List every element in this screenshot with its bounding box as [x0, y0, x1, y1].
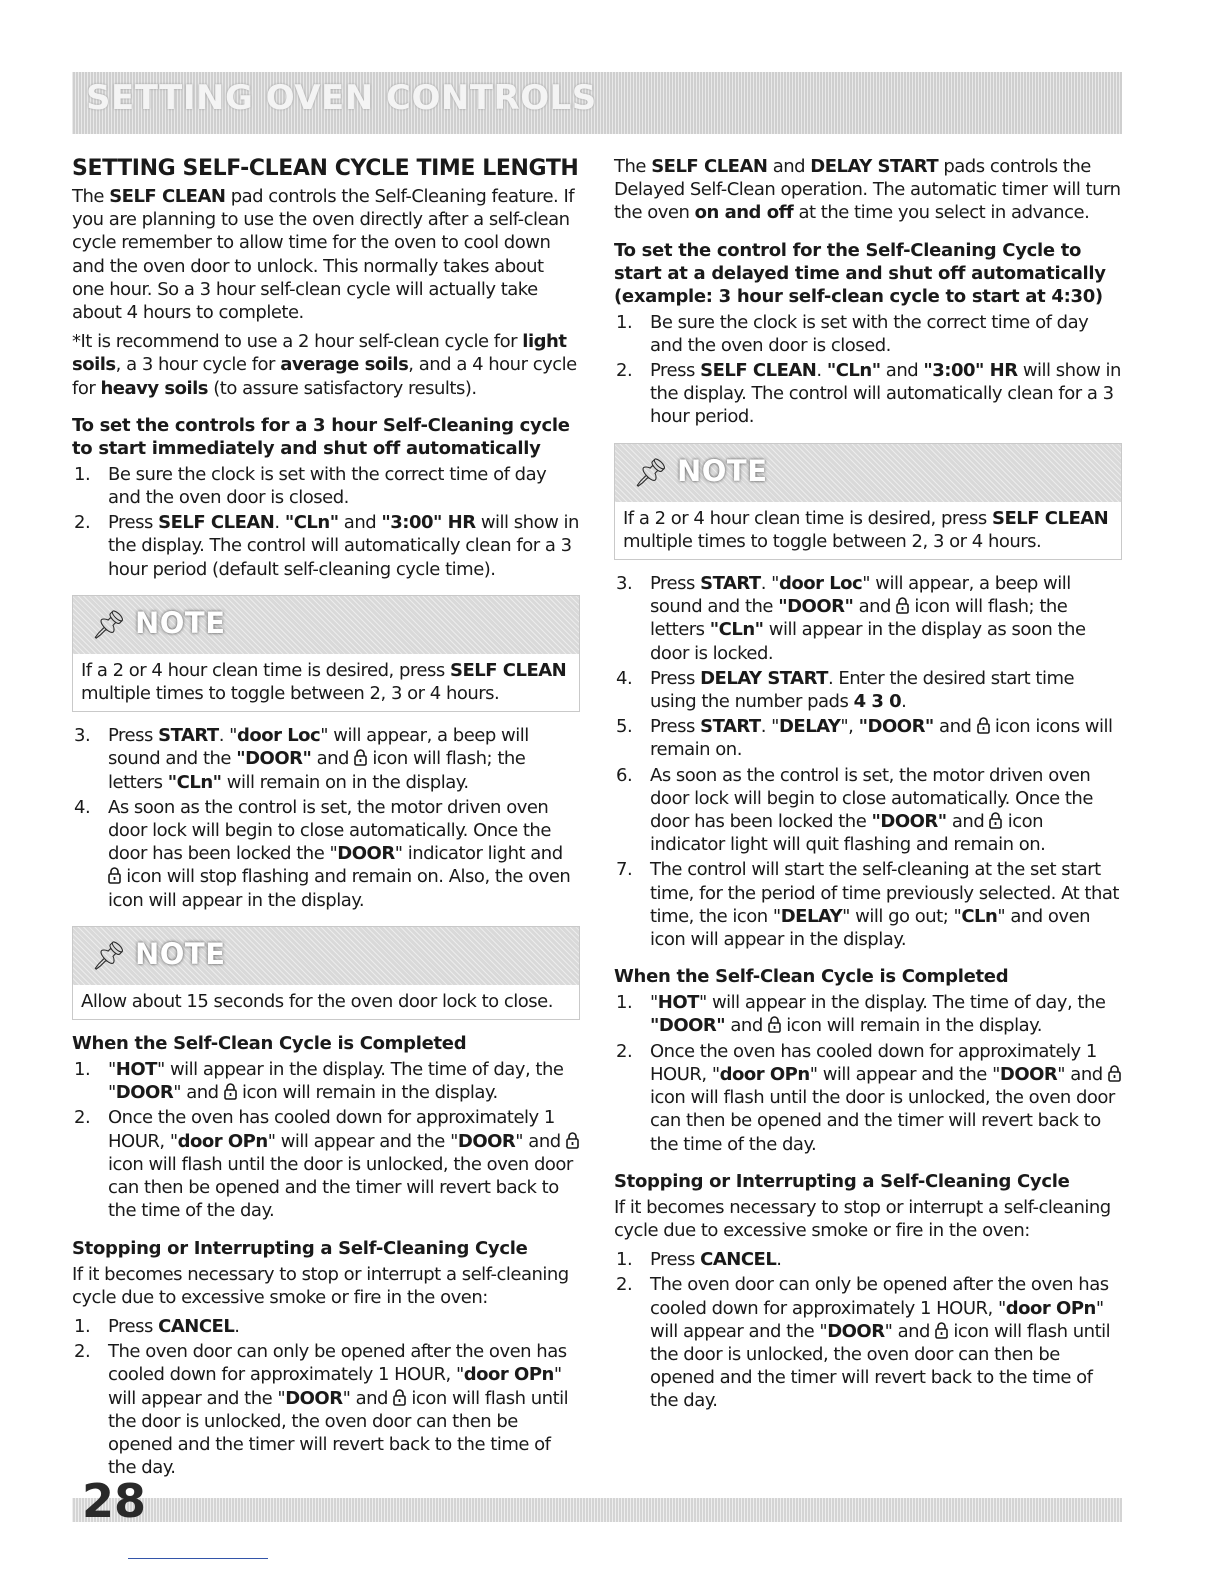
note-body: [73, 654, 579, 711]
step-number: 1.: [616, 992, 633, 1014]
note-title: NOTE: [135, 936, 226, 971]
emphasis: SELF CLEAN: [991, 507, 1109, 529]
page-heading: SETTING SELF-CLEAN CYCLE TIME LENGTH: [72, 156, 579, 181]
note-text: If a 2 or 4 hour clean time is desired, press SELF CLEAN multiple times to toggle between 2, 3 or 4 hours.: [81, 659, 567, 705]
subheading-immediate: To set the controls for a 3 hour Self-Cleaning cycle to start immediately and shut off automatically: [72, 414, 570, 459]
list-item: 1. Press CANCEL.: [74, 1315, 240, 1337]
list-item: 2. The oven door can only be opened after the oven has cooled down for approximately 1 HOUR, "door OPn" will appear and the "DOOR" and icon will flash until the door is unlocked, the oven door can then be opened and the timer will revert back to the time of the day.: [74, 1341, 569, 1479]
step-number: 5.: [616, 716, 633, 738]
emphasis: SELF CLEAN: [109, 186, 226, 207]
paragraph: The SELF CLEAN pad controls the Self-Cleaning feature. If you are planning to use the oven directly after a self-clean cycle remember to allow time for the oven to cool down and the oven door to unlock. This normally takes about one hour. So a 3 hour self-clean cycle will actually take about 4 hours to complete.: [72, 186, 575, 324]
section-banner: [72, 72, 1122, 134]
emphasis: heavy soils: [100, 377, 209, 399]
steps-list: [614, 991, 1122, 1155]
emphasis: "DOOR": [858, 716, 934, 738]
lock-icon: [224, 1081, 237, 1104]
step-number: 4.: [616, 667, 633, 689]
emphasis: "CLn": [709, 619, 764, 641]
note-body: [73, 985, 579, 1019]
lock-icon: [989, 810, 1002, 833]
emphasis: DELAY START: [810, 156, 939, 177]
lock-icon: [935, 1320, 948, 1343]
emphasis: "CLn": [167, 771, 222, 793]
list-item: 3. Press START. "door Loc" will appear, a beep will sound and the "DOOR" and icon will flash; the letters "CLn" will appear in the display as soon the door is locked.: [616, 573, 1086, 664]
note-box: [72, 595, 580, 712]
emphasis: light soils: [72, 331, 567, 376]
lock-icon: [1108, 1063, 1121, 1086]
paragraph: *It is recommend to use a 2 hour self-clean cycle for light soils, a 3 hour cycle for average soils, and a 4 hour cycle for heavy soils (to assure satisfactory results).: [72, 331, 577, 399]
step-number: 4.: [74, 796, 91, 818]
left-column: [72, 155, 580, 1485]
step-number: 3.: [616, 573, 633, 595]
emphasis: door Loc: [778, 573, 863, 595]
steps-list: [72, 1058, 580, 1222]
lock-icon: [354, 747, 367, 770]
emphasis: on and off: [694, 202, 794, 224]
lock-icon: [108, 865, 121, 888]
emphasis: "DOOR": [778, 596, 854, 618]
note-title: NOTE: [135, 605, 226, 640]
emphasis: door OPn: [1005, 1297, 1096, 1319]
list-item: 2. Once the oven has cooled down for approximately 1 HOUR, "door OPn" will appear and the "DOOR" and icon will flash until the door is unlocked, the oven door can then be opened and the timer will revert back to the time of the day.: [72, 1106, 580, 1222]
emphasis: START: [700, 573, 761, 595]
note-header: [73, 927, 579, 985]
lock-icon: [566, 1130, 579, 1153]
emphasis: "3:00" HR: [381, 512, 476, 534]
lock-icon: [768, 1014, 781, 1037]
note-text: If a 2 or 4 hour clean time is desired, press SELF CLEAN multiple times to toggle between 2, 3 or 4 hours.: [623, 507, 1109, 552]
step-number: 7.: [616, 859, 633, 881]
pushpin-icon: 📌︎: [91, 607, 127, 641]
step-number: 2.: [74, 1341, 91, 1363]
steps-list: [72, 463, 580, 581]
step-number: 2.: [74, 512, 91, 534]
emphasis: CANCEL: [158, 1315, 235, 1337]
emphasis: DOOR: [115, 1082, 174, 1104]
emphasis: SELF CLEAN: [158, 512, 275, 534]
lock-icon: [896, 595, 909, 618]
steps-list: [72, 724, 580, 912]
emphasis: door OPn: [177, 1130, 268, 1152]
step-number: 2.: [616, 1040, 633, 1062]
step-number: 2.: [616, 1274, 633, 1296]
subheading-stopping: Stopping or Interrupting a Self-Cleaning Cycle: [614, 1170, 1070, 1192]
steps-list: [72, 1315, 580, 1479]
emphasis: SELF CLEAN: [651, 156, 768, 177]
step-number: 2.: [616, 360, 633, 382]
right-column: [614, 155, 1122, 1419]
paragraph: If it becomes necessary to stop or interrupt a self-cleaning cycle due to excessive smoke or fire in the oven:: [72, 1263, 569, 1308]
steps-list: [614, 1248, 1122, 1412]
note-box: [72, 926, 580, 1020]
emphasis: "DOOR": [650, 1015, 726, 1037]
emphasis: DOOR: [337, 843, 395, 865]
emphasis: DOOR: [285, 1387, 343, 1409]
note-box: [614, 443, 1122, 560]
divider: [128, 1558, 268, 1559]
subheading-completed: When the Self-Clean Cycle is Completed: [614, 966, 1009, 988]
list-item: 7. The control will start the self-cleaning at the set start time, for the period of time previously selected. At that time, the icon "DELAY" will go out; "CLn" and oven icon will appear in the display.: [616, 859, 1119, 951]
steps-list: [614, 311, 1122, 429]
list-item: 6. As soon as the control is set, the motor driven oven door lock will begin to close automatically. Once the door has been locked the "DOOR" and icon indicator light will quit flashing and remain on.: [616, 764, 1093, 856]
step-number: 6.: [616, 764, 633, 786]
list-item: 1. Be sure the clock is set with the correct time of day and the oven door is closed.: [74, 463, 547, 509]
paragraph: If it becomes necessary to stop or interrupt a self-cleaning cycle due to excessive smoke or fire in the oven:: [614, 1196, 1111, 1241]
lock-icon: [393, 1387, 406, 1410]
emphasis: door Loc: [236, 725, 321, 747]
emphasis: START: [158, 725, 219, 747]
page-number: 28: [82, 1474, 147, 1528]
emphasis: DELAY: [778, 716, 841, 738]
list-item: 4. As soon as the control is set, the motor driven oven door lock will begin to close automatically. Once the door has been locked the "DOOR" indicator light and icon will stop flashing and remain on. Also, the oven icon will appear in the display.: [74, 796, 571, 911]
page-footer: [72, 1474, 1122, 1528]
step-number: 1.: [74, 463, 91, 485]
pushpin-icon: 📌︎: [91, 938, 127, 972]
footer-band: [72, 1498, 1122, 1522]
pushpin-icon: 📌︎: [633, 455, 669, 489]
list-item: 2. Press SELF CLEAN. "CLn" and "3:00" HR will show in the display. The control will automatically clean for a 3 hour period.: [616, 360, 1121, 428]
emphasis: "DOOR": [871, 811, 947, 833]
list-item: 1. Be sure the clock is set with the correct time of day and the oven door is closed.: [616, 311, 1089, 356]
emphasis: door OPn: [463, 1364, 554, 1386]
emphasis: "CLn": [826, 360, 881, 382]
emphasis: CLn: [961, 905, 998, 927]
list-item: 1. "HOT" will appear in the display. The time of day, the "DOOR" and icon will remain in the display.: [616, 992, 1106, 1037]
step-number: 1.: [74, 1315, 91, 1337]
note-text: Allow about 15 seconds for the oven door lock to close.: [81, 990, 553, 1012]
emphasis: SELF CLEAN: [449, 659, 567, 681]
note-header: [73, 596, 579, 654]
list-item: 2. Once the oven has cooled down for approximately 1 HOUR, "door OPn" will appear and the "DOOR" and icon will flash until the door is unlocked, the oven door can then be opened and the timer will revert back to the time of the day.: [614, 1040, 1122, 1156]
emphasis: DOOR: [999, 1063, 1058, 1085]
emphasis: DOOR: [457, 1130, 516, 1152]
subheading-delayed: To set the control for the Self-Cleaning Cycle to start at a delayed time and shut off automatically (example: 3 hour self-clean cycle to start at 4:30): [614, 239, 1106, 307]
note-title: NOTE: [677, 453, 768, 488]
emphasis: DOOR: [827, 1320, 885, 1342]
step-number: 2.: [74, 1107, 91, 1129]
step-number: 1.: [616, 311, 633, 333]
step-number: 3.: [74, 725, 91, 747]
emphasis: SELF CLEAN: [700, 360, 817, 382]
list-item: 1. Press CANCEL.: [616, 1249, 782, 1271]
emphasis: door OPn: [719, 1063, 810, 1085]
list-item: 1. "HOT" will appear in the display. The time of day, the "DOOR" and icon will remain in the display.: [74, 1059, 564, 1104]
list-item: 2. Press SELF CLEAN. "CLn" and "3:00" HR will show in the display. The control will automatically clean for a 3 hour period (default self-cleaning cycle time).: [74, 512, 579, 580]
note-header: [615, 444, 1121, 502]
paragraph: The SELF CLEAN and DELAY START pads controls the Delayed Self-Clean operation. The automatic timer will turn the oven on and off at the time you select in advance.: [614, 156, 1121, 224]
emphasis: "CLn": [284, 512, 339, 534]
emphasis: DELAY START: [700, 667, 828, 689]
emphasis: HOT: [657, 992, 699, 1014]
emphasis: "DOOR": [236, 748, 312, 770]
step-number: 1.: [616, 1249, 633, 1271]
subheading-completed: When the Self-Clean Cycle is Completed: [72, 1033, 467, 1055]
emphasis: START: [700, 716, 761, 738]
subheading-stopping: Stopping or Interrupting a Self-Cleaning Cycle: [72, 1237, 528, 1259]
emphasis: "3:00" HR: [923, 360, 1018, 382]
lock-icon: [977, 715, 990, 738]
list-item: 5. Press START. "DELAY", "DOOR" and icon icons will remain on.: [616, 716, 1113, 761]
section-title: SETTING OVEN CONTROLS: [86, 78, 597, 118]
emphasis: CANCEL: [700, 1249, 777, 1271]
emphasis: 4 3 0: [853, 691, 902, 713]
list-item: 3. Press START. "door Loc" will appear, a beep will sound and the "DOOR" and icon will flash; the letters "CLn" will remain on in the display.: [74, 725, 529, 793]
steps-list: [614, 572, 1122, 951]
step-number: 1.: [74, 1059, 91, 1081]
emphasis: HOT: [115, 1059, 157, 1081]
list-item: 2. The oven door can only be opened after the oven has cooled down for approximately 1 HOUR, "door OPn" will appear and the "DOOR" and icon will flash until the door is unlocked, the oven door can then be opened and the timer will revert back to the time of the day.: [616, 1274, 1111, 1412]
emphasis: average soils: [280, 354, 409, 376]
note-body: [615, 502, 1121, 559]
list-item: 4. Press DELAY START. Enter the desired start time using the number pads 4 3 0.: [616, 667, 1075, 713]
emphasis: DELAY: [780, 905, 843, 927]
